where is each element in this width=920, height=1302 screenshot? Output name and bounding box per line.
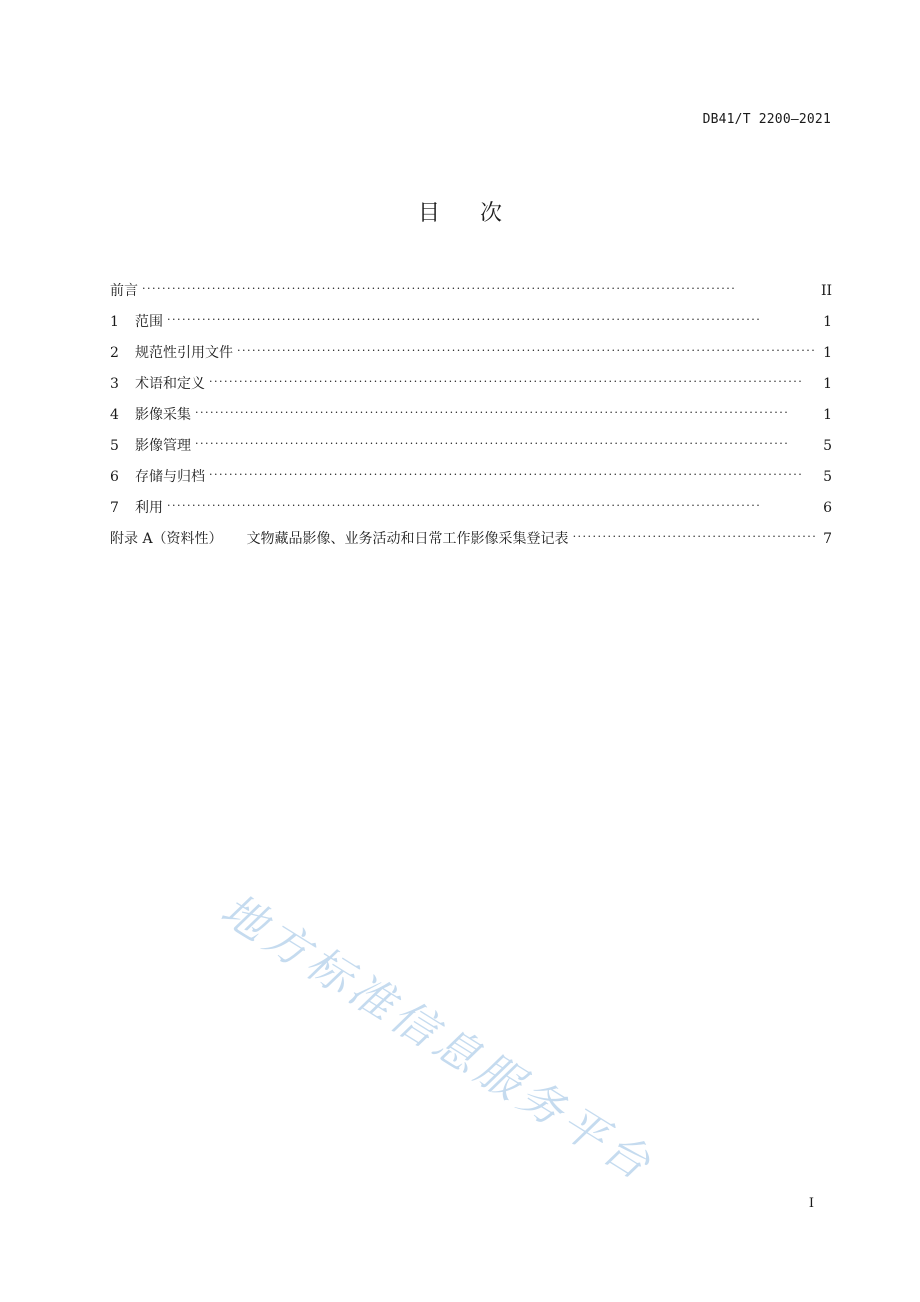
toc-entry-page: 5: [823, 469, 832, 485]
toc-leader-dots: [209, 374, 817, 388]
toc-entry-page: 1: [823, 314, 832, 330]
document-code: DB41/T 2200—2021: [702, 112, 831, 127]
toc-entry-page: 1: [823, 376, 832, 392]
toc-entry-number: 4: [110, 407, 119, 423]
toc-entry-page: 5: [823, 438, 832, 454]
toc-entry-label: 利用: [135, 500, 163, 516]
toc-entry-label: 前言: [110, 283, 138, 299]
toc-entry-normative-references[interactable]: [110, 342, 832, 373]
toc-leader-dots: [237, 343, 817, 357]
table-of-contents: [110, 280, 832, 559]
toc-entry-label: 规范性引用文件: [135, 345, 233, 361]
toc-entry-label: 影像管理: [135, 438, 191, 454]
toc-entry-number: 2: [110, 345, 119, 361]
page-title: 目次: [417, 201, 542, 226]
toc-entry-terms-definitions[interactable]: [110, 373, 832, 404]
toc-entry-page: II: [820, 283, 832, 299]
toc-entry-number: 5: [110, 438, 119, 454]
toc-leader-dots: [195, 436, 817, 450]
toc-leader-dots: [167, 498, 817, 512]
toc-entry-label: 附录 A（资料性）: [110, 531, 223, 547]
toc-entry-image-management[interactable]: [110, 435, 832, 466]
toc-entry-label: 术语和定义: [135, 376, 205, 392]
toc-entry-page: 1: [823, 407, 832, 423]
toc-entry-page: 7: [823, 531, 832, 547]
page-number: I: [808, 1196, 814, 1211]
toc-entry-image-capture[interactable]: [110, 404, 832, 435]
toc-entry-number: 1: [110, 314, 119, 330]
toc-leader-dots: [573, 529, 818, 543]
toc-entry-scope[interactable]: [110, 311, 832, 342]
watermark: 地方标准信息服务平台: [212, 884, 664, 1193]
toc-entry-page: 6: [823, 500, 832, 516]
toc-entry-storage-archiving[interactable]: [110, 466, 832, 497]
toc-entry-utilization[interactable]: [110, 497, 832, 528]
toc-entry-number: 6: [110, 469, 119, 485]
toc-entry-page: 1: [823, 345, 832, 361]
toc-entry-foreword[interactable]: [110, 280, 832, 311]
toc-entry-label: 存储与归档: [135, 469, 205, 485]
toc-leader-dots: [195, 405, 817, 419]
toc-entry-label: 范围: [135, 314, 163, 330]
toc-entry-number: 3: [110, 376, 119, 392]
toc-entry-appendix-a[interactable]: [110, 528, 832, 559]
toc-leader-dots: [142, 281, 815, 295]
toc-entry-label: 影像采集: [135, 407, 191, 423]
toc-entry-number: 7: [110, 500, 119, 516]
toc-entry-subtitle: 文物藏品影像、业务活动和日常工作影像采集登记表: [246, 531, 569, 547]
toc-leader-dots: [167, 312, 817, 326]
toc-leader-dots: [209, 467, 817, 481]
